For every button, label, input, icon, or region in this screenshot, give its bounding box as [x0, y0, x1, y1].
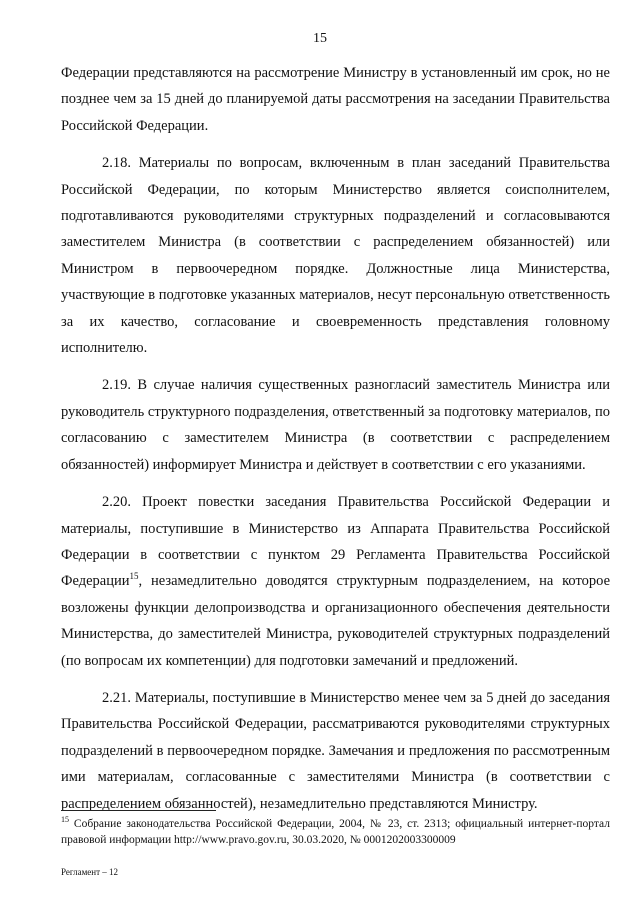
paragraph-2-20	[61, 489, 610, 674]
footnote-text: Собрание законодательства Российской Федерации, 2004, № 23, ст. 2313; официальный интернет-портал правовой информации http://www.pravo.gov.ru, 30.03.2020, № 0001202003300009	[61, 818, 610, 846]
footnote-mark: 15	[61, 815, 69, 825]
document-body	[61, 60, 610, 817]
document-footer-tag: Регламент – 12	[61, 867, 119, 877]
paragraph-2-20-text-a: 2.20. Проект повестки заседания Правительства Российской Федерации и материалы, поступившие в Министерство из Аппарата Правительства Российской Федерации в соответствии с пунктом 29 Регламента Правительства Российской Федерации	[61, 494, 610, 590]
footnote	[61, 816, 610, 848]
footnote-divider	[61, 810, 216, 811]
footnote-reference[interactable]: 15	[129, 571, 139, 582]
paragraph-2-21: 2.21. Материалы, поступившие в Министерство менее чем за 5 дней до заседания Правительства Российской Федерации, рассматриваются руководителями структурных подразделений в первоочередном порядке. Замечания и предложения по рассмотренным ими материалам, согласованные с заместителями Министра (в соответствии с распределением обязанностей), незамедлительно представляются Министру.	[61, 689, 610, 812]
paragraph-2-19: 2.19. В случае наличия существенных разногласий заместитель Министра или руководитель структурного подразделения, ответственный за подготовку материалов, по согласованию с заместителем Министра (в соответствии с распределением обязанностей) информирует Министра и действует в соответствии с его указаниями.	[61, 377, 610, 473]
paragraph-continuation: Федерации представляются на рассмотрение Министру в установленный им срок, но не позднее чем за 15 дней до планируемой даты рассмотрения на заседании Правительства Российской Федерации.	[61, 65, 610, 134]
paragraph-2-18: 2.18. Материалы по вопросам, включенным в план заседаний Правительства Российской Федерации, по которым Министерство является соисполнителем, подготавливаются руководителями структурных подразделений и согласовываются заместителем Министра (в соответствии с распределением обязанностей) или Министром в первоочередном порядке. Должностные лица Министерства, участвующие в подготовке указанных материалов, несут персональную ответственность за их качество, согласование и своевременность представления головному исполнителю.	[61, 155, 610, 357]
page-number: 15	[313, 31, 327, 46]
paragraph-2-20-text-b: , незамедлительно доводятся структурным подразделением, на которое возложены функции делопроизводства и организационного обеспечения деятельности Министерства, до заместителей Министра, руководителей структурных подразделений (по вопросам их компетенции) для подготовки замечаний и предложений.	[61, 573, 610, 669]
